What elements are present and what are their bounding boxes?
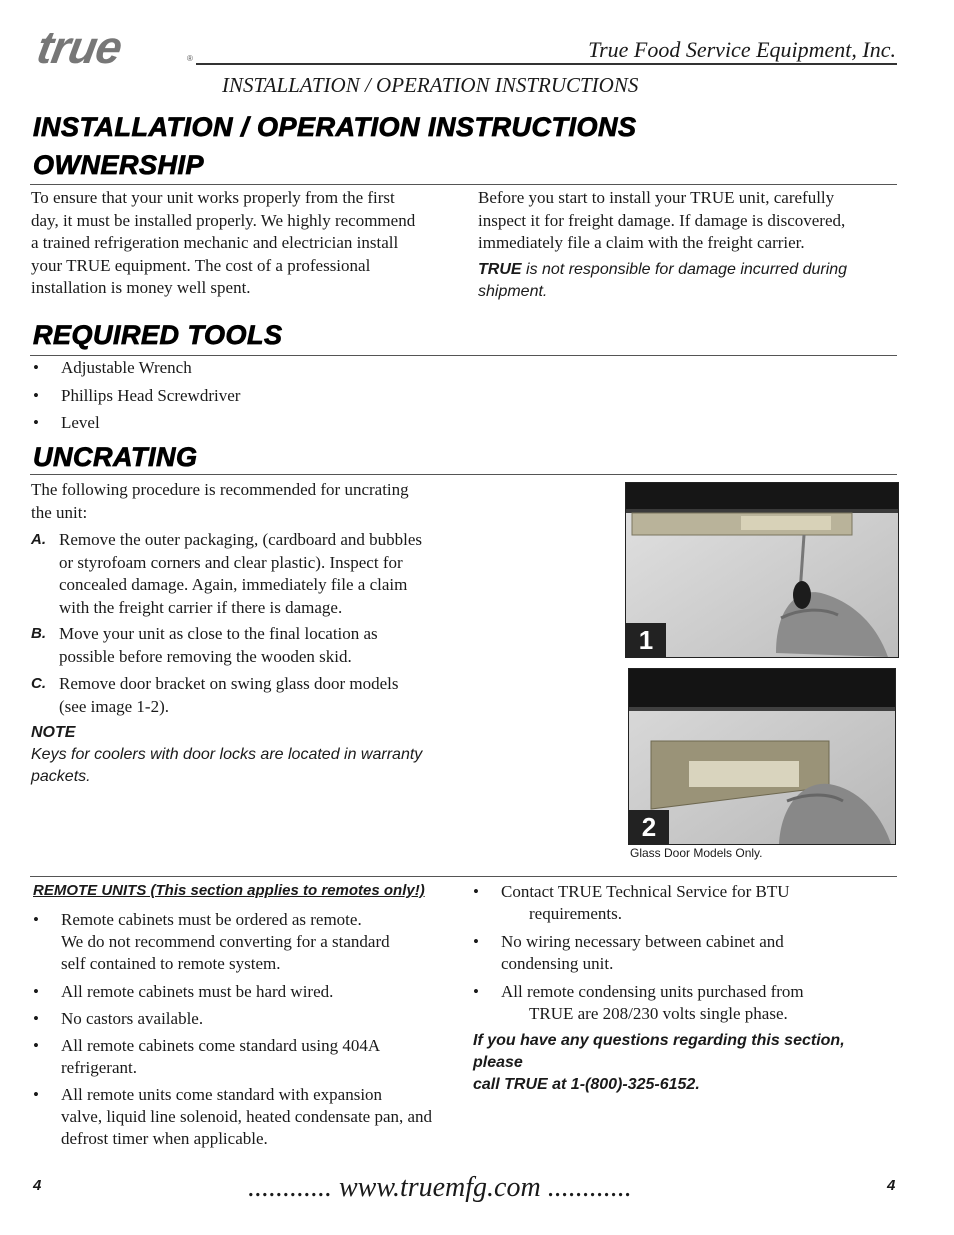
header-rule [196, 63, 897, 65]
registered-mark: ® [187, 54, 193, 63]
photo-door-bracket-2 [628, 668, 896, 845]
remote-item: • All remote condensing units purchased from TRUE are 208/230 volts single phase. [473, 982, 804, 1023]
step-letter: B. [31, 625, 46, 642]
logo-text: true [33, 21, 126, 73]
photo-door-bracket-1 [625, 482, 899, 658]
bullet-icon: • [33, 1085, 39, 1104]
remote-units-title: REMOTE UNITS (This section applies to remotes only!) [33, 882, 425, 899]
bullet-icon: • [33, 413, 39, 432]
uncrating-step-b: B. Move your unit as close to the final location as possible before removing the wooden skid. [31, 624, 378, 666]
page-number-left: 4 [33, 1177, 42, 1194]
ownership-left-text: To ensure that your unit works properly from the first day, it must be installed properly. We highly recommend a trained refrigeration mechanic and electrician install your TRUE equipment. The cost of a professional installation is money well spent. [31, 188, 416, 297]
remote-item: • All remote units come standard with expansion valve, liquid line solenoid, heated condensate pan, and defrost timer when applicable. [33, 1085, 433, 1148]
bullet-icon: • [33, 1036, 39, 1055]
bullet-icon: • [473, 932, 479, 951]
photo-caption: Glass Door Models Only. [630, 846, 763, 860]
header-subtitle: INSTALLATION / OPERATION INSTRUCTIONS [222, 73, 639, 97]
ownership-disclaimer: TRUE is not responsible for damage incurred during shipment. [478, 261, 848, 300]
uncrating-step-c: C. Remove door bracket on swing glass door models (see image 1-2). [31, 674, 399, 716]
uncrating-rule [30, 474, 897, 475]
image-number-badge: 2 [629, 810, 669, 844]
remote-contact-note: If you have any questions regarding this section, please call TRUE at 1-(800)-325-6152. [473, 1032, 845, 1093]
page-number-right: 4 [887, 1177, 896, 1194]
true-logo [33, 21, 126, 73]
remote-item: • No castors available. [33, 1009, 204, 1028]
uncrating-step-a: A. Remove the outer packaging, (cardboard and bubbles or styrofoam corners and clear plastic). Inspect for concealed damage. Again, immediately file a claim with the freight carrier if there is damage. [31, 530, 423, 617]
bullet-icon: • [33, 982, 39, 1001]
remote-item: • Contact TRUE Technical Service for BTU requirements. [473, 882, 790, 923]
required-tools-title: REQUIRED TOOLS [33, 320, 283, 350]
uncrating-intro: The following procedure is recommended for uncrating the unit: [31, 480, 409, 522]
bullet-icon: • [473, 982, 479, 1001]
remote-item: • All remote cabinets must be hard wired. [33, 982, 334, 1001]
ownership-rule [30, 184, 897, 185]
footer-website: ............ www.truemfg.com ............ [248, 1172, 632, 1203]
page-title: INSTALLATION / OPERATION INSTRUCTIONS [33, 112, 637, 142]
bullet-icon: • [33, 386, 39, 405]
remote-item: • No wiring necessary between cabinet and condensing unit. [473, 932, 784, 973]
bullet-icon: • [33, 910, 39, 929]
disclaimer-brand: TRUE [478, 261, 522, 278]
step-letter: A. [31, 531, 46, 548]
remote-rule [30, 876, 897, 877]
bullet-icon: • [33, 1009, 39, 1028]
uncrating-note: NOTE Keys for coolers with door locks are located in warranty packets. [31, 722, 461, 788]
ownership-title: OWNERSHIP [33, 150, 205, 180]
remote-item: • All remote cabinets come standard using 404A refrigerant. [33, 1036, 381, 1077]
photo-1-illustration [626, 483, 898, 657]
tool-item: • Adjustable Wrench [33, 358, 192, 377]
step-letter: C. [31, 675, 46, 692]
note-title: NOTE [31, 724, 76, 741]
uncrating-title: UNCRATING [33, 442, 198, 472]
bullet-icon: • [33, 358, 39, 377]
remote-item: • Remote cabinets must be ordered as remote. We do not recommend converting for a standard self contained to remote system. [33, 910, 390, 973]
ownership-right-text: Before you start to install your TRUE unit, carefully inspect it for freight damage. If damage is discovered, immediately file a claim with the freight carrier. [478, 188, 846, 252]
tool-item: • Phillips Head Screwdriver [33, 386, 241, 405]
company-name: True Food Service Equipment, Inc. [588, 37, 896, 62]
tool-item: • Level [33, 413, 100, 432]
image-number-badge: 1 [626, 623, 666, 657]
tools-rule [30, 355, 897, 356]
bullet-icon: • [473, 882, 479, 901]
